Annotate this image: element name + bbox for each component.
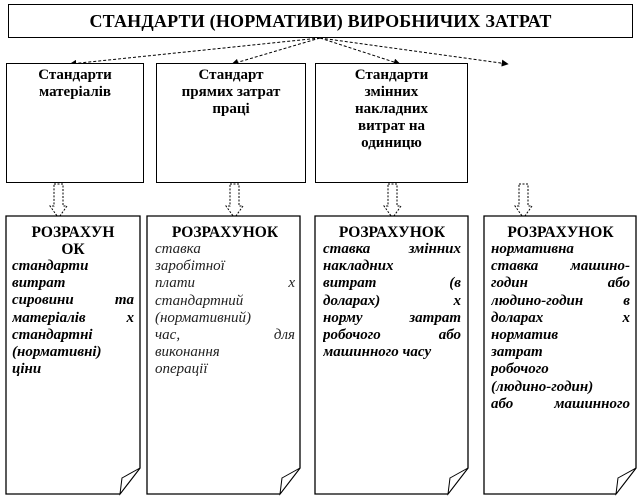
diagram-title: СТАНДАРТИ (НОРМАТИВИ) ВИРОБНИЧИХ ЗАТРАТ: [8, 4, 633, 38]
calc-line: нормативна: [491, 241, 574, 257]
calc-line: стандартний: [155, 292, 244, 309]
calc-line: (нормативні): [12, 344, 102, 361]
calc-overhead: [323, 224, 461, 464]
calc-line: людино-годин в: [491, 292, 630, 309]
calc-line: ціни: [12, 361, 42, 378]
calc-line: стандарти: [12, 258, 89, 274]
calc-labor-heading: РОЗРАХУНОК: [171, 224, 279, 241]
calc-line: ставка: [155, 241, 201, 257]
calc-line: матеріалів х: [12, 309, 134, 326]
calc-materials: [12, 224, 134, 464]
calc-line: або машинного: [491, 395, 630, 412]
calc-line: сировини та: [12, 292, 134, 309]
calc-line: годин або: [491, 275, 630, 292]
category-materials: Стандарти матеріалів: [6, 63, 144, 183]
calc-line: операції: [155, 361, 208, 378]
calc-line: (нормативний): [155, 309, 252, 326]
calc-line: витрат (в: [323, 275, 461, 292]
calc-overhead-heading: РОЗРАХУНОК: [338, 224, 446, 241]
category-labor: Стандарт прямих затрат праці: [156, 63, 306, 183]
calc-line: витрат: [12, 275, 66, 292]
calc-materials-heading-2: ОК: [61, 241, 85, 258]
calc-line: доларах) х: [323, 292, 461, 309]
calc-line: доларах х: [491, 309, 630, 326]
calc-line: ставка машино-: [491, 258, 630, 275]
calc-labor: [155, 224, 295, 464]
calc-machine-hours-heading: РОЗРАХУНОК: [507, 224, 614, 241]
calc-line: робочого: [491, 361, 549, 378]
calc-line: норму затрат: [323, 309, 461, 326]
calc-line: стандартні: [12, 326, 93, 343]
calc-line: машинного часу: [323, 344, 432, 361]
category-overhead: Стандарти змінних накладних витрат на одиницю: [315, 63, 468, 183]
calc-line: накладних: [323, 258, 394, 275]
calc-line: час, для: [155, 327, 295, 344]
calc-line: виконання: [155, 344, 220, 361]
calc-line: плати х: [155, 275, 295, 292]
calc-materials-heading-1: РОЗРАХУН: [31, 224, 115, 241]
calc-line: ставка змінних: [323, 241, 461, 257]
calc-line: норматив: [491, 327, 559, 344]
calc-line: (людино-годин): [491, 378, 594, 395]
calc-machine-hours: [491, 224, 630, 464]
calc-line: заробітної: [155, 258, 225, 275]
calc-line: затрат: [491, 344, 543, 361]
calc-line: робочого або: [323, 327, 461, 344]
